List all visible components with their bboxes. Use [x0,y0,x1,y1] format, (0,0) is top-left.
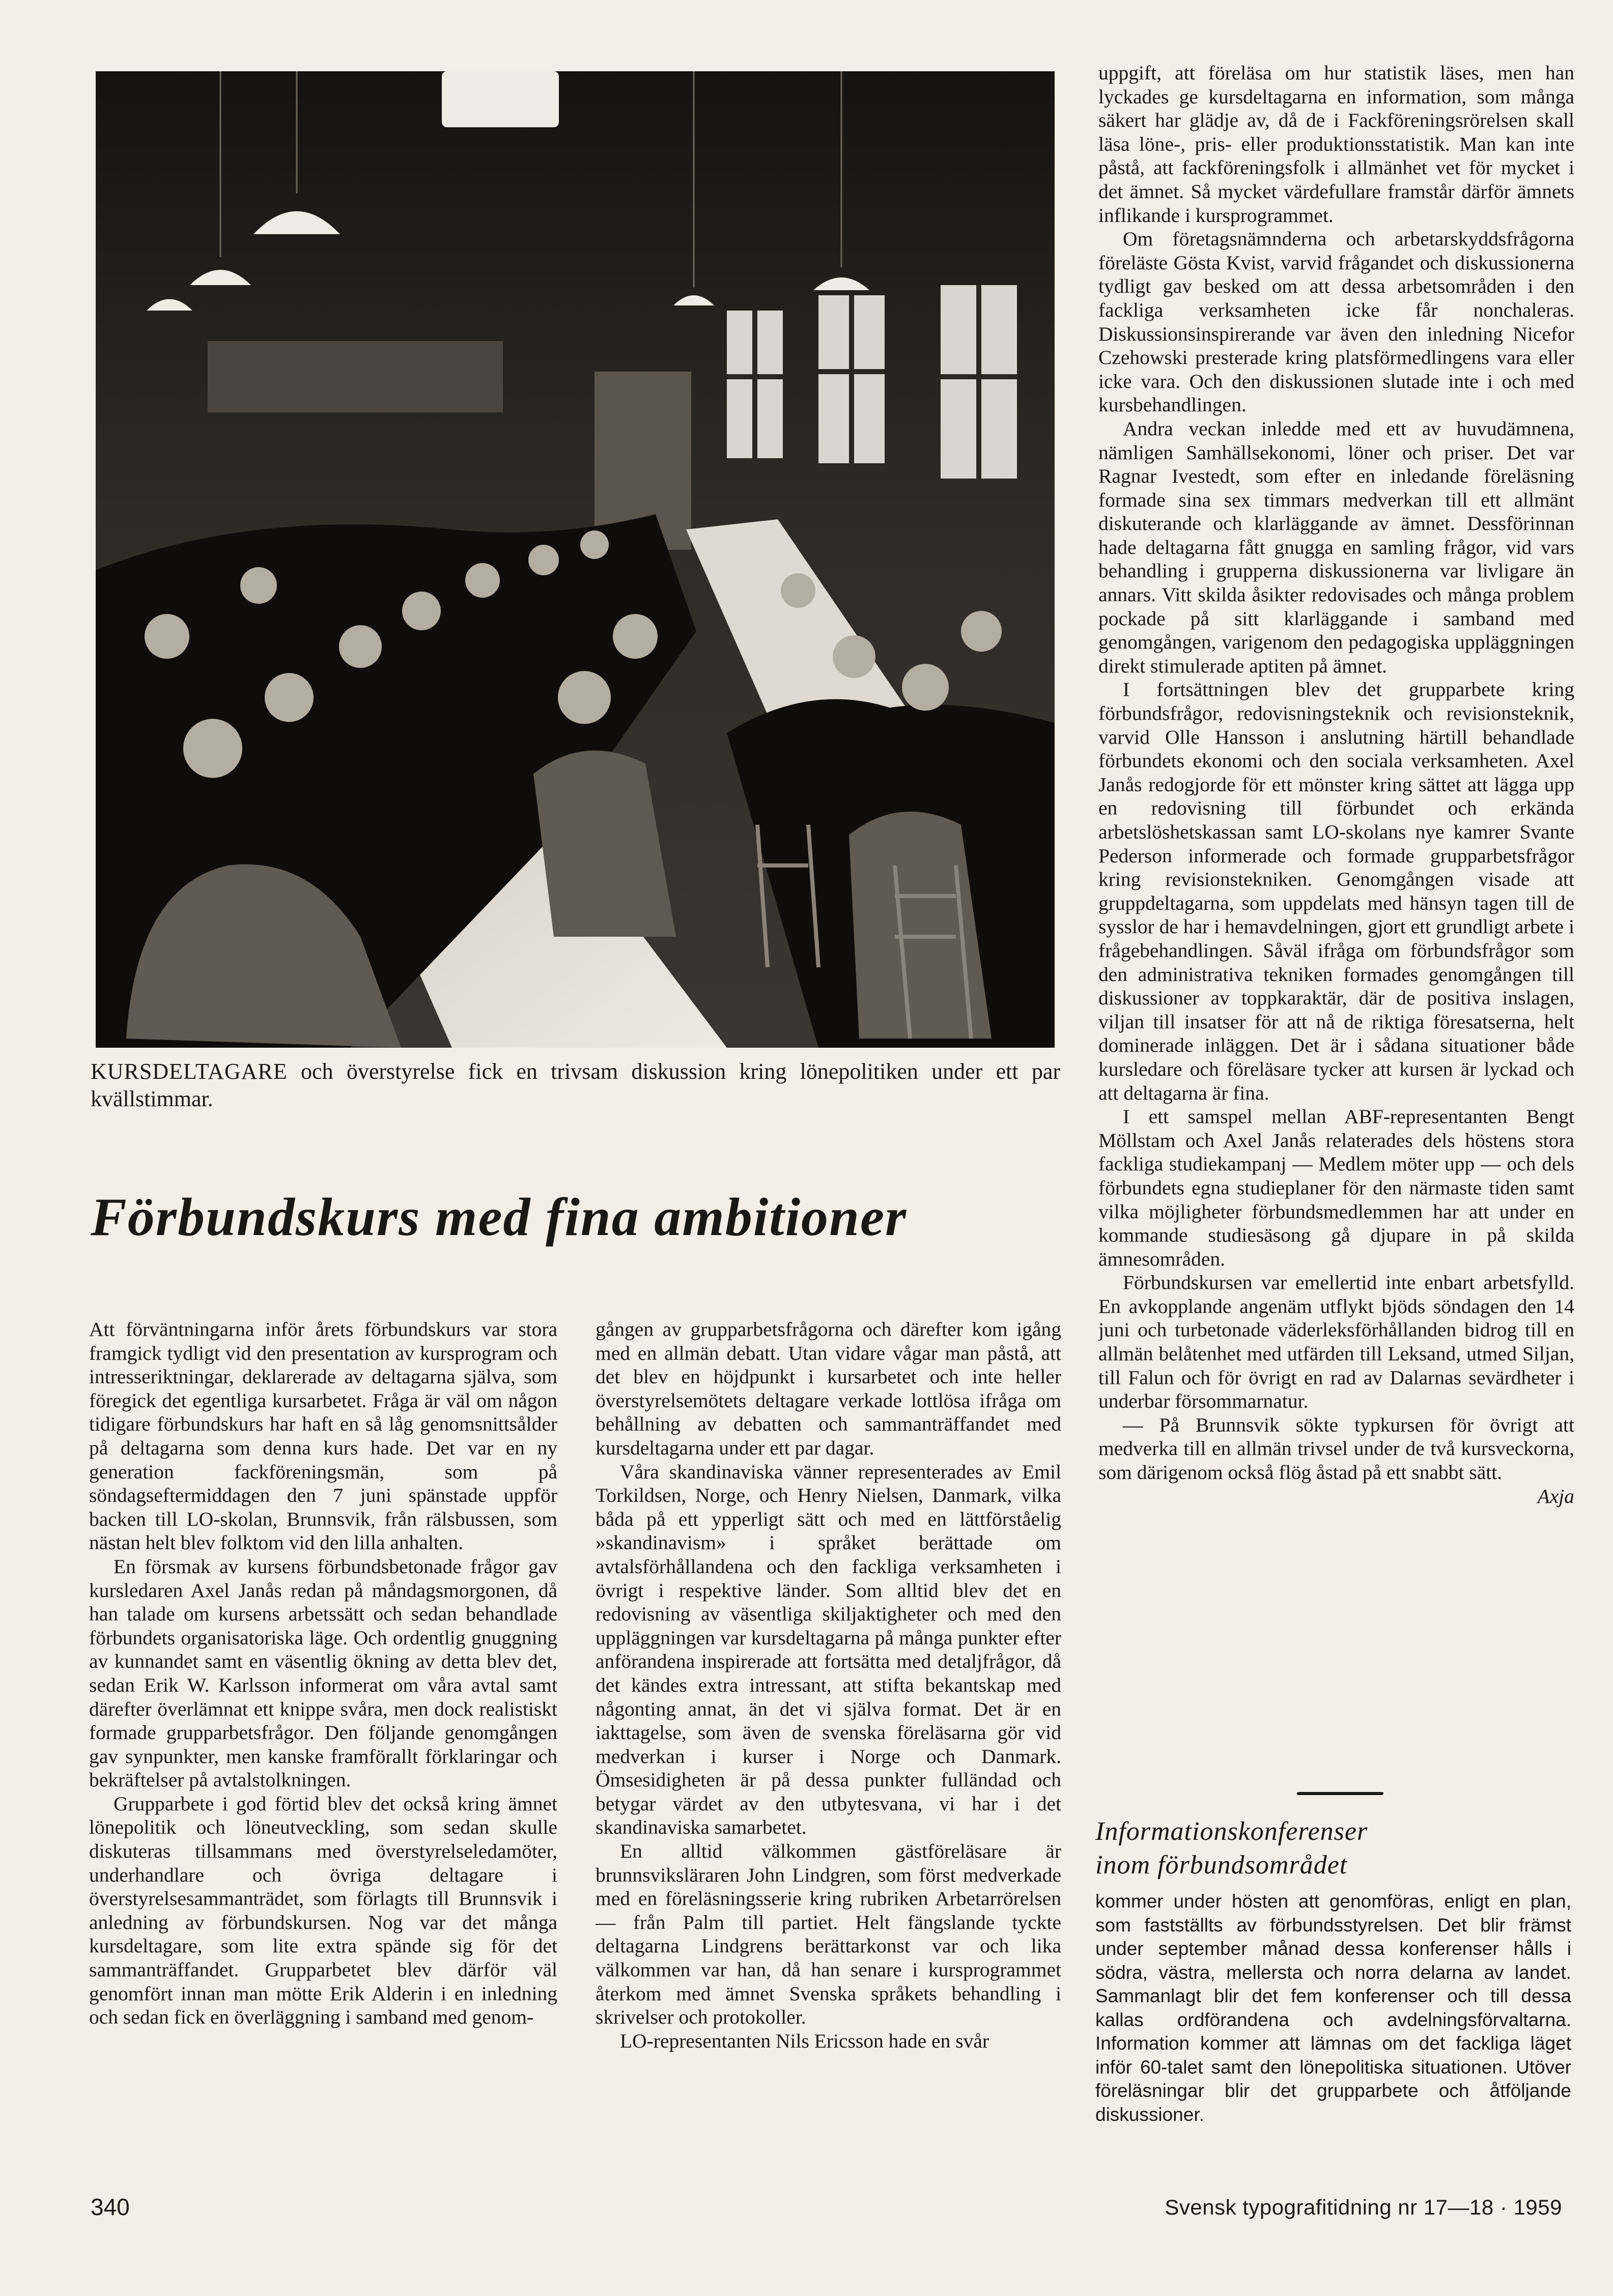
info-body: kommer under hösten att genomföras, enligt en plan, som fastställts av förbundsstyrelsen. Det blir främst under september månad dessa konferenser hålls i södra, västra, mellersta och norra delarna av landet. Sammanlagt blir det fem konferenser och till dessa kallas ordförandena och avdelningsförvaltarna. Information kommer att lämnas om det fackliga läget inför 60-talet samt den lönepolitiska situationen. Utöver föreläsningar blir det grupparbete och åtföljande diskussioner. [1095,1891,1571,2125]
paragraph: En försmak av kursens förbundsbetonade frågor gav kursledaren Axel Janås redan på måndagsmorgonen, då han talade om kursens arbetssätt och sedan behandlade förbundets organisatoriska läge. Och ordentlig gnuggning av kunnandet samt en väsentlig ökning av detta blev det, sedan Erik W. Karlsson informerat om våra avtal samt därefter överlämnat ett knippe svåra, men dock realistiskt formade grupparbetsfrågor. Den följande genomgången gav synpunkter, men kanske framförallt förklaringar och bekräftelser på avtalstolkningen. [89,1555,557,1791]
info-headline-line-1: Informationskonferenser [1095,1817,1368,1846]
article-column-middle [596,1318,1061,2173]
paragraph: LO-representanten Nils Ericsson hade en svår [620,2029,989,2052]
paragraph: Om företagsnämnderna och arbetarskyddsfrågorna föreläste Gösta Kvist, varvid frågandet och diskussionerna tydligt gav besked om att dessa arbetsområden i den fackliga verksamheten icke får nonchaleras. Diskussionsinspirerande var även den inledning Nicefor Czehowski presterade kring platsförmedlingens vara eller icke vara. Och den diskussionen slutade inte i och med kursbehandlingen. [1098,228,1574,416]
photo-caption [91,1058,1060,1113]
windows [727,285,1017,479]
info-headline [1095,1815,1574,1882]
paragraph: Andra veckan inledde med ett av huvudämnena, nämligen Samhällsekonomi, löner och priser. Det var Ragnar Ivestedt, som efter en inledande föreläsning formade sina sex timmars medverkan till ett allmänt diskuterande och klarläggande av ämnet. Dessförinnan hade deltagarna fått gnugga en samling frågor, vid vars behandling i grupperna diskussionerna var livligare än annars. Vitt skilda åsikter redovisades och många problem pockade på sitt klarläggande i samband med genomgången, varigenom den pedagogiska uppläggningen direkt stimulerade aptiten på ämnet. [1098,417,1574,677]
paragraph: Grupparbete i god förtid blev det också kring ämnet lönepolitik och löneutveckling, som sedan skulle diskuteras tillsammans med överstyrelseledamöter, underhandlare och övriga deltagare i överstyrelsesammanträdet, som förlagts till Brunnsvik i anledning av förbundskursen. Nog var det många kursdeltagare, som lite extra spände sig för det sammanträffandet. Grupparbetet blev därför väl genomfört innan man mötte Erik Alderin i en inledning och sedan fick en överläggning i samband med genom- [89,1792,557,2029]
photo-caption-lead: KURSDELTAGARE [91,1059,288,1084]
info-headline-line-2: inom förbundsområdet [1095,1851,1348,1880]
publication-footer: Svensk typografitidning nr 17—18 · 1959 [1165,2195,1562,2219]
page-number: 340 [91,2194,130,2220]
article-column-left [89,1318,557,2173]
meeting-photo [96,71,1055,1048]
paragraph: Våra skandinaviska vänner representerades av Emil Torkildsen, Norge, och Henry Nielsen, Danmark, vilka båda på ett ypperligt sätt och med en lättförståelig »skandinavism» i språket berättade om avtalsförhållandena och den fackliga verksamheten i övrigt i respektive länder. Som alltid blev det en redovisning av väsentliga skiljaktigheter och med den uppläggningen var kursdeltagarna på många punkter efter anförandena inspirerade att fortsätta med detaljfrågor, då det kändes extra intressant, att stifta bekantskap med någonting annat, än det vi själva format. Det är en iakttagelse, som även de svenska föreläsarna gör vid medverkan i kurser i Norge och Danmark. Ömsesidigheten är på dessa punkter fulländad och betygar värdet av den utbytesvana, vi har i det skandinaviska samarbetet. [596,1460,1061,1839]
wall-painting [208,341,503,412]
paragraph: I ett samspel mellan ABF-representanten Bengt Möllstam och Axel Janås relaterades dels höstens stora fackliga studiekampanj — Medlem möter upp — och dels förbundets egna studieplaner för den närmaste tiden samt vilka möjligheter förbundsmedlemmen har att under en kommande studiesäsong gå djupare in på skilda ämnesområden. [1098,1105,1574,1270]
article-headline: Förbundskurs med fina ambitioner [91,1187,908,1247]
paragraph: uppgift, att föreläsa om hur statistik läses, men han lyckades ge kursdeltagarna en information, som många säkert har glädje av, då de i Fackföreningsrörelsen skall läsa löne-, pris- eller produktionsstatistik. Man kan inte påstå, att fackföreningsfolk i allmänhet vet för mycket i det ämnet. Så mycket värdefullare framstår därför ämnets inflikande i kursprogrammet. [1098,62,1574,227]
paragraph: gången av grupparbetsfrågorna och därefter kom igång med en allmän debatt. Utan vidare vågar man påstå, att det blev en höjdpunkt i kursarbetet och inte heller överstyrelsemötets deltagare verkade lottlösa ifråga om behållning av debatten och sammanträffandet med kursdeltagarna under ett par dagar. [596,1318,1061,1459]
meeting-photo-drawing [96,71,1055,1048]
paragraph: I fortsättningen blev det grupparbete kring förbundsfrågor, redovisningsteknik och revisionsteknik, varvid Olle Hansson i anslutning härtill behandlade förbundets ekonomi och den sociala verksamheten. Axel Janås redogjorde för ett mönster kring sättet att lägga upp en redovisning till förbundet och erkända arbetslöshetskassan samt LO-skolans nye kamrer Svante Pederson informerade och formade grupparbetsfrågor kring revisionstekniken. Genomgången visade att gruppdeltagarna, som uppdelats med hänsyn tagen till de sysslor de har i hemavdelningen, gjort ett grundligt arbete i frågebehandlingen. Såväl ifråga om förbundsfrågor som den administrativa tekniken formades genomgången till diskussioner av toppkaraktär, där de positiva inslagen, viljan till insatser för att nå de riktiga föresatserna, helt dominerade inläggen. Det är i sådana situationer både kursledare och föreläsare tycker att kursen är lyckad och att deltagarna är fina. [1098,678,1574,1104]
paragraph: Förbundskursen var emellertid inte enbart arbetsfylld. En avkopplande angenäm utflykt bjöds söndagen den 14 juni och turbetonade väderleksförhållanden bidrog till en allmän belåtenhet med utfärden till Leksand, utmed Siljan, till Falun och för övrigt en rad av Dalarnas sevärdheter i underbar försommarnatur. [1098,1271,1574,1413]
paragraph: Att förväntningarna inför årets förbundskurs var stora framgick tydligt vid den presentation av kursprogram och intresseriktningar, deklarerade av deltagarna själva, som föregick det egentliga kursarbetet. Fråga är väl om någon tidigare förbundskurs har haft en så låg genomsnittsålder på deltagarna som denna kurs hade. Det var en ny generation fackföreningsmän, som på söndagseftermiddagen den 7 juni spänstade uppför backen till LO-skolan, Brunnsvik, från rälsbussen, som nästan helt blev folktom vid den lilla anhalten. [89,1318,557,1554]
info-column [1095,1890,1571,2165]
article-column-right [1098,61,1574,1782]
author-signature: Axja [1537,1485,1574,1507]
photo-caption-text: och överstyrelse fick en trivsam diskussion kring lönepolitiken under ett par kvällstimmar. [91,1059,1060,1111]
paragraph: En alltid välkommen gästföreläsare är brunnsviksläraren John Lindgren, som först medverkade med en föreläsningsserie kring rubriken Arbetarrörelsen — från Palm till partiet. Helt fängslande tyckte deltagarna Lindgrens berättarkonst var och lika välkommen var han, då han senare i kursprogrammet återkom med ämnet Svenska språkets behandling i skrivelser och protokoller. [596,1840,1061,2029]
paragraph: — På Brunnsvik sökte typkursen för övrigt att medverka till en allmän trivsel under de två kursveckorna, som därigenom också flög åstad på ett snabbt sätt. [1098,1413,1574,1484]
section-divider [1297,1792,1383,1795]
